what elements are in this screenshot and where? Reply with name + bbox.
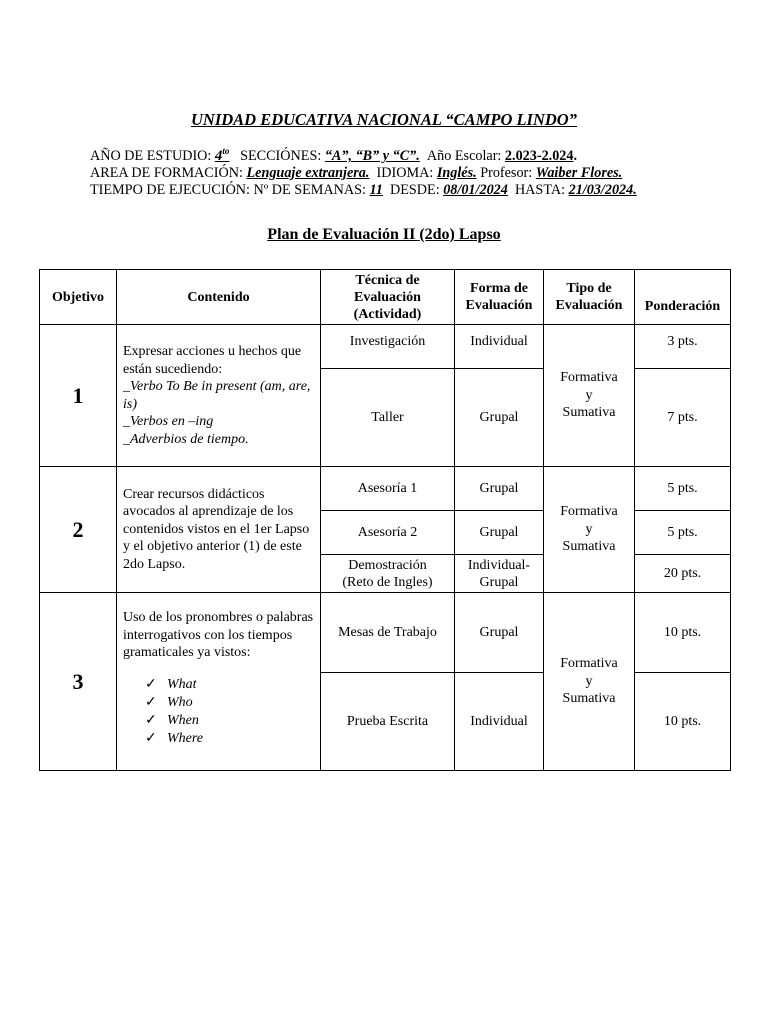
list-item: ✓ What xyxy=(145,676,197,692)
label-tiempo: TIEMPO DE EJECUCIÓN: Nº DE SEMANAS: xyxy=(90,182,366,198)
ponderacion-cell: 10 pts. xyxy=(635,673,731,771)
header-contenido: Contenido xyxy=(117,270,321,325)
tecnica-cell: Investigación xyxy=(321,325,455,369)
checkmark-icon: ✓ xyxy=(145,676,157,692)
info-block xyxy=(90,148,637,199)
content-item: _Verbos en –ing xyxy=(123,414,214,429)
table-row xyxy=(40,593,731,673)
info-line-3 xyxy=(90,182,637,199)
ponderacion-cell: 5 pts. xyxy=(635,511,731,555)
table-header-row xyxy=(40,270,731,325)
content-cell-3 xyxy=(117,593,321,771)
content-cell-1 xyxy=(117,325,321,467)
ponderacion-cell: 3 pts. xyxy=(635,325,731,369)
profesor-value: Waiber Flores. xyxy=(535,165,623,181)
forma-cell: Grupal xyxy=(455,369,544,467)
line1-period: . xyxy=(573,148,578,164)
interrogative-list xyxy=(145,676,316,748)
list-item: ✓ Who xyxy=(145,694,193,710)
content-item: _Verbo To Be in present (am, are, is) xyxy=(123,379,311,412)
ponderacion-cell: 10 pts. xyxy=(635,593,731,673)
objective-number-2: 2 xyxy=(40,467,117,593)
tipo-cell-3: Formativa y Sumativa xyxy=(544,593,635,771)
checkmark-icon: ✓ xyxy=(145,694,157,710)
plan-title: Plan de Evaluación II (2do) Lapso xyxy=(267,226,501,243)
hasta-value: 21/03/2024. xyxy=(568,182,637,198)
grade-superscript: to xyxy=(222,146,230,156)
tipo-cell-1: Formativa y Sumativa xyxy=(544,325,635,467)
forma-cell: Grupal xyxy=(455,593,544,673)
tecnica-cell: Prueba Escrita xyxy=(321,673,455,771)
tipo-cell-2: Formativa y Sumativa xyxy=(544,467,635,593)
label-ano-escolar: Año Escolar: xyxy=(426,148,502,164)
desde-value: 08/01/2024 xyxy=(443,182,508,198)
institution-title: UNIDAD EDUCATIVA NACIONAL “CAMPO LINDO” xyxy=(191,110,577,129)
checkmark-icon: ✓ xyxy=(145,712,157,728)
tecnica-cell: Asesoría 2 xyxy=(321,511,455,555)
area-value: Lenguaje extranjera. xyxy=(246,165,370,181)
ponderacion-cell: 5 pts. xyxy=(635,467,731,511)
ano-escolar-value: 2.023-2.024 xyxy=(504,148,574,164)
header-objetivo: Objetivo xyxy=(40,270,117,325)
objective-number-3: 3 xyxy=(40,593,117,771)
forma-cell: Individual xyxy=(455,673,544,771)
label-profesor: Profesor: xyxy=(480,165,533,181)
idioma-value: Inglés. xyxy=(436,165,477,181)
grade-value: $4^{to}$ xyxy=(214,146,230,164)
ponderacion-cell: 7 pts. xyxy=(635,369,731,467)
forma-cell: Individual xyxy=(455,325,544,369)
content-text: Crear recursos didácticos avocados al aprendizaje de los contenidos vistos en el 1er Lapso y el objetivo anterior (1) de este 2do Lapso. xyxy=(123,486,310,572)
list-item: ✓ Where xyxy=(145,730,204,746)
content-text: Uso de los pronombres o palabras interrogativos con los tiempos gramaticales ya vistos: xyxy=(123,610,314,660)
tecnica-cell: Asesoría 1 xyxy=(321,467,455,511)
checkmark-icon: ✓ xyxy=(145,730,157,746)
header-tipo: Tipo de Evaluación xyxy=(544,270,635,325)
secciones-value: “A”, “B” y “C”. xyxy=(324,148,420,164)
content-cell-2 xyxy=(117,467,321,593)
label-secciones: SECCIÓNES: xyxy=(240,148,322,164)
forma-cell: Individual- Grupal xyxy=(455,555,544,593)
ponderacion-cell: 20 pts. xyxy=(635,555,731,593)
tecnica-cell: Demostración (Reto de Ingles) xyxy=(321,555,455,593)
forma-cell: Grupal xyxy=(455,467,544,511)
tecnica-cell: Mesas de Trabajo xyxy=(321,593,455,673)
forma-cell: Grupal xyxy=(455,511,544,555)
header-ponderacion: Ponderación xyxy=(635,270,731,325)
header-forma: Forma de Evaluación xyxy=(455,270,544,325)
content-text: Expresar acciones u hechos que están sucediendo: xyxy=(123,344,302,377)
list-item: ✓ When xyxy=(145,712,199,728)
table-row xyxy=(40,467,731,511)
evaluation-table xyxy=(39,269,731,771)
semanas-value: 11 xyxy=(369,182,383,198)
header-tecnica: Técnica de Evaluación (Actividad) xyxy=(321,270,455,325)
content-item: _Adverbios de tiempo. xyxy=(123,431,249,447)
tecnica-cell: Taller xyxy=(321,369,455,467)
objective-number-1: 1 xyxy=(40,325,117,467)
label-idioma: IDIOMA: xyxy=(376,165,434,181)
label-area: AREA DE FORMACIÓN: xyxy=(90,165,243,181)
label-ano-estudio: AÑO DE ESTUDIO: xyxy=(90,148,212,164)
label-hasta: HASTA: xyxy=(514,182,566,198)
info-line-1 xyxy=(90,148,637,165)
table-row xyxy=(40,325,731,369)
label-desde: DESDE: xyxy=(389,182,440,198)
info-line-2 xyxy=(90,165,637,182)
